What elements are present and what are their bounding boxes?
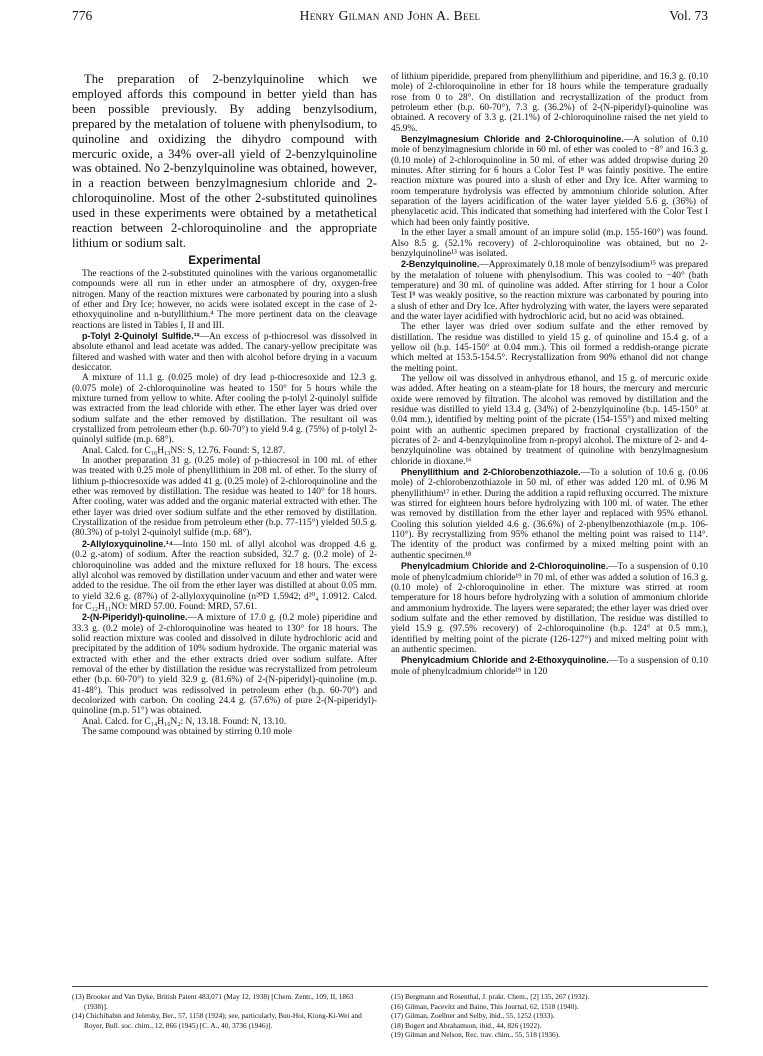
- phenyllithium-paragraph: [391, 467, 708, 561]
- benzylquinoline-paragraph-2: The ether layer was dried over sodium sulfate and the ether removed by distillation. The residue was distilled to yield 15 g. of quinoline and 15.4 g. of a yellow oil (b.p. 145-150° at 0.04 mm.). This oil formed a reddish-orange picrate which melted at 153.5-154.5°. Recrystallization from 90% ethanol did not change the melting point.: [391, 322, 708, 374]
- benzylmagnesium-paragraph: [391, 134, 708, 228]
- closing-line: The same compound was obtained by stirring 0.10 mole: [82, 727, 292, 737]
- allyloxy-heading: 2-Allyloxyquinoline.¹⁴: [82, 538, 174, 549]
- phenylcadmium-paragraph: [391, 561, 708, 655]
- footnote-17: (17) Gilman, Zoellner and Selby, ibid., 55, 1252 (1933).: [391, 1011, 555, 1021]
- footnote-15: (15) Bergmann and Rosenthal, J. prakt. Chem., [2] 135, 267 (1932).: [391, 992, 590, 1001]
- piperidyl-paragraph: [72, 612, 377, 716]
- piperidyl-body: —A mixture of 17.0 g. (0.2 mole) piperidine and 33.3 g. (0.2 mole) of 2-chloroquinoline was heated to 130° for 18 hours. The solid reaction mixture was cooled and dissolved in dilute hydrochloric acid and precipitated by the addition of 10% sodium hydroxide. The organic material was extracted with ether and the ether extracts dried over sodium sulfate. After removal of the ether by distillation the residue was recrystallized from petroleum ether (b.p. 60-70°) to yield 32.9 g. (81.6%) of 2-(N-piperidyl)-quinoline (m.p. 41-48°). This product was redissolved in petroleum ether (b.p. 60-70°) and decolorized with carbon. On cooling 24.4 g. (57.6%) of pure 2-(N-piperidyl)-quinoline (m.p. 51°) was obtained.: [72, 613, 377, 717]
- analysis-line-1: Anal. Calcd. for C₁₆H₁₃NS: S, 12.76. Found: S, 12.87.: [82, 445, 286, 456]
- section-heading-experimental: Experimental: [188, 254, 261, 267]
- experimental-paragraph: The reactions of the 2-substituted quinolines with the various organometallic compounds were all run in ether under an atmosphere of dry, oxygen-free nitrogen. Many of the reaction mixtures were carbonated by pouring into a slush of ether and Dry Ice; however, no acids were isolated except in the case of 2-ethoxyquinoline and n-butyllithium.⁴ The more pertinent data on the cleavage reactions are listed in Tables I, II and III.: [72, 268, 377, 331]
- footnotes-right: [391, 992, 708, 1040]
- benzylquinoline-body: —Approximately 0.18 mole of benzylsodium¹⁵ was prepared by the metalation of toluene with phenylsodium. This was cooled to −40° (bath temperature) and 30 ml. of quinoline was added. After stirring for 1 hour a Color Test I⁸ was weakly positive, so the reaction mixture was carbonated by pouring into a slush of ether and Dry Ice. After hydrolyzing with water, the layers were separated and the water layer acidified with hydrochloric acid, but no acid was obtained.: [391, 260, 708, 322]
- benzylmagnesium-body: —A solution of 0.10 mole of benzylmagnesium chloride in 60 ml. of ether was cooled to −8° and 16.3 g. (0.10 mole) of 2-chloroquinoline in 50 ml. of ether was added dropwise during 20 minutes. After stirring for 6 hours a Color Test I⁸ was faintly positive. The entire reaction mixture was poured into a slush of ether and Dry Ice. After warming to room temperature hydrolysis was effected by ammonium chloride solution. After separation of the layers acidification of the water layer yielded 5.6 g. (36%) of phenylacetic acid. This indicated that something had interfered with the Color Test I which had been only faintly positive.: [391, 135, 708, 228]
- allyloxy-paragraph: [72, 539, 377, 612]
- benzylmagnesium-heading: Benzylmagnesium Chloride and 2-Chloroquinoline.: [401, 134, 624, 145]
- analysis-line-2: Anal. Calcd. for C₁₄H₁₆N₂: N, 13.18. Found: N, 13.10.: [82, 716, 287, 727]
- phenyllithium-body: —To a solution of 10.6 g. (0.06 mole) of 2-chlorobenzothiazole in 50 ml. of ether was added 120 ml. of 0.96 M phenyllithium¹⁷ in ether. During the addition a rapid refluxing occurred. The mixture was stirred for eighteen hours before hydrolyzing with 100 ml. of water. The ether was removed by distillation from the ether layer and replaced with 95% ethanol. Cooling this solution yielded 4.6 g. (36.6%) of 2-phenylbenzothiazole (m.p. 106-110°). By recrystallizing from 95% ethanol the melting point was raised to 114°. The identity of the product was confirmed by a mixed melting point with an authentic specimen.¹⁸: [391, 468, 708, 561]
- footnotes-left: [72, 992, 377, 1030]
- page-number: 776: [72, 8, 93, 23]
- running-title: Henry Gilman and John A. Beel: [299, 8, 481, 23]
- footnote-16: (16) Gilman, Pacevitz and Baine, This Journal, 62, 1518 (1940).: [391, 1001, 579, 1011]
- phenyllithium-heading: Phenyllithium and 2-Chlorobenzothiazole.: [401, 467, 581, 478]
- phenylcadmium-body: —To a suspension of 0.10 mole of phenylcadmium chloride¹⁹ in 70 ml. of ether was added a solution of 16.3 g. (0.10 mole) of 2-chloroquinoline in ether. The mixture was stirred at room temperature for 18 hours before hydrolyzing with a solution of ammonium chloride and ammonium hydroxide. The layers were separated; the ether layer was dried over sodium sulfate and the ether removed by distillation. The residue was distilled to yield 15.9 g. (97.5% recovery) of 2-chloroquinoline (b.p. 124° at 0.5 mm.), identified by melting point of the picrate (126-127°) and mixed melting point with an authentic specimen.: [391, 562, 708, 655]
- volume-label: Vol. 73: [669, 8, 708, 23]
- footnote-18: (18) Bogert and Abrahamson, ibid., 44, 826 (1922).: [391, 1020, 542, 1030]
- piperidyl-heading: 2-(N-Piperidyl)-quinoline.: [82, 612, 188, 623]
- phenylcadmium-heading: Phenylcadmium Chloride and 2-Chloroquinoline.: [401, 561, 609, 572]
- right-column: [391, 72, 708, 677]
- phenylcadmium-ethoxy-heading: Phenylcadmium Chloride and 2-Ethoxyquinoline.: [401, 655, 609, 666]
- benzylquinoline-heading: 2-Benzylquinoline.: [401, 259, 480, 270]
- footnote-14: (14) Chichibabin and Jeletsky, Ber., 57, 1158 (1924); see, particularly, Buu-Hoi, Kiong-Ki-Wei and Royer, Bull. soc. chim., 12, 866 (1945) [C. A., 40, 3736 (1946)].: [72, 1011, 362, 1030]
- intro-paragraph: The preparation of 2-benzylquinoline which we employed affords this compound in better yield than has been possible previously. By adding benzylsodium, prepared by the metalation of toluene with phenylsodium, to quinoline and oxidizing the dihydro compound with mercuric oxide, a 34% over-all yield of 2-benzylquinoline was obtained. No 2-benzylquinoline was obtained, however, in a reaction between benzylmagnesium chloride and 2-chloroquinoline. Most of the other 2-substituted quinolines used in these experiments were obtained by a metathetical reaction between 2-chloroquinoline and the appropriate lithium or sodium salt.: [72, 72, 377, 250]
- phenylcadmium-ethoxy-body: —To a suspension of 0.10 mole of phenylcadmium chloride¹⁹ in 120: [391, 656, 708, 677]
- tolyl-sulfide-body: —An excess of p-thiocresol was dissolved in absolute ethanol and lead acetate was added. The canary-yellow precipitate was filtered and washed with water and then with alcohol before drying in a vacuum desiccator.: [72, 331, 377, 373]
- left-column: [72, 72, 377, 737]
- phenylcadmium-ethoxy-paragraph: [391, 655, 708, 677]
- footnote-rule: [72, 986, 708, 987]
- continued-paragraph: of lithium piperidide, prepared from phenyllithium and piperidine, and 16.3 g. (0.10 mole) of 2-chloroquinoline in ether for 18 hours while the temperature gradually rose from 0 to 28°. On distillation and recrystallization of the product from petroleum ether (b.p. 60-70°), 7.3 g. (36.2%) of 2-(N-piperidyl)-quinoline was obtained. A recovery of 3.3 g. (21.1%) of 2-chloroquinoline raised the net yield to 45.9%.: [391, 72, 708, 134]
- tolyl-sulfide-paragraph-3: In another preparation 31 g. (0.25 mole) of p-thiocresol in 100 ml. of ether was treated with 0.25 mole of phenyllithium in 208 ml. of ether. To the slurry of lithium p-thiocresoxide was added 41 g. (0.25 mole) of 2-chloroquinoline and the ether was removed by distillation. The residue was heated to 140° for 18 hours. After cooling, water was added and the organic material extracted with ether. The ether layer was dried over sodium sulfate and the ether removed by distillation. Crystallization of the residue from petroleum ether (b.p. 77-115°) yielded 50.5 g. (80.3%) of p-tolyl 2-quinolyl sulfide (m.p. 68°).: [72, 456, 377, 539]
- tolyl-sulfide-paragraph-2: A mixture of 11.1 g. (0.025 mole) of dry lead p-thiocresoxide and 12.3 g. (0.075 mole) of 2-chloroquinoline was heated to 150° for 5 hours while the mixture turned from yellow to white. After cooling the p-tolyl 2-quinolyl sulfide was extracted from the lead chloride with ether. The ether layer was dried over sodium sulfate and the ether removed by distillation. The resultant oil was crystallized from petroleum ether (b.p. 60-70°) to yield 9.4 g. (75%) of p-tolyl 2-quinolyl sulfide (m.p. 68°).: [72, 373, 377, 446]
- benzylquinoline-paragraph-3: The yellow oil was dissolved in anhydrous ethanol, and 15 g. of mercuric oxide was added. After heating on a steam-plate for 18 hours, the mercury and mercuric oxide were removed by filtration. The alcohol was removed by distillation and the residue was distilled to yield 13.4 g. (34%) of 2-benzylquinoline (b.p. 145-150° at 0.04 mm.), identified by melting point of the picrate (154-155°) and mixed melting point with an authentic specimen prepared by fractional crystallization of the picrates of 2- and 4-benzylquinoline from n-propyl alcohol. The mixture of 2- and 4-benzylquinoline was obtained by treatment of quinoline with benzylmagnesium chloride in dioxane.¹⁶: [391, 373, 708, 467]
- benzylquinoline-paragraph: [391, 259, 708, 322]
- tolyl-sulfide-heading: p-Tolyl 2-Quinolyl Sulfide.¹²: [82, 330, 200, 341]
- tolyl-sulfide-paragraph: [72, 331, 377, 373]
- footnote-13: (13) Brooker and Van Dyke, British Patent 483,071 (May 12, 1938) [Chem. Zentr., 109, II, 1863 (1938)].: [72, 992, 354, 1011]
- running-header: [72, 8, 708, 28]
- allyloxy-body: —Into 150 ml. of allyl alcohol was dropped 4.6 g. (0.2 g.-atom) of sodium. After the reaction subsided, 32.7 g. (0.2 mole) of 2-chloroquinoline was added and the mixture refluxed for 18 hours. The excess allyl alcohol was removed by distillation under vacuum and ether and water were added to the residue. The oil from the ether layer was distilled at about 0.05 mm. to yield 32.6 g. (87%) of 2-allyloxyquinoline (n²⁰D 1.5942; d²⁰₄ 1.0912. Calcd. for C₁₂H₁₁NO: MRD 57.00. Found: MRD, 57.61.: [72, 539, 377, 612]
- ether-layer-paragraph: In the ether layer a small amount of an impure solid (m.p. 155-160°) was found. Also 8.5 g. (52.1% recovery) of 2-chloroquinoline was obtained, but no 2-benzylquinoline¹³ was isolated.: [391, 228, 708, 259]
- footnote-19: (19) Gilman and Nelson, Rec. trav. chim., 55, 518 (1936).: [391, 1030, 560, 1040]
